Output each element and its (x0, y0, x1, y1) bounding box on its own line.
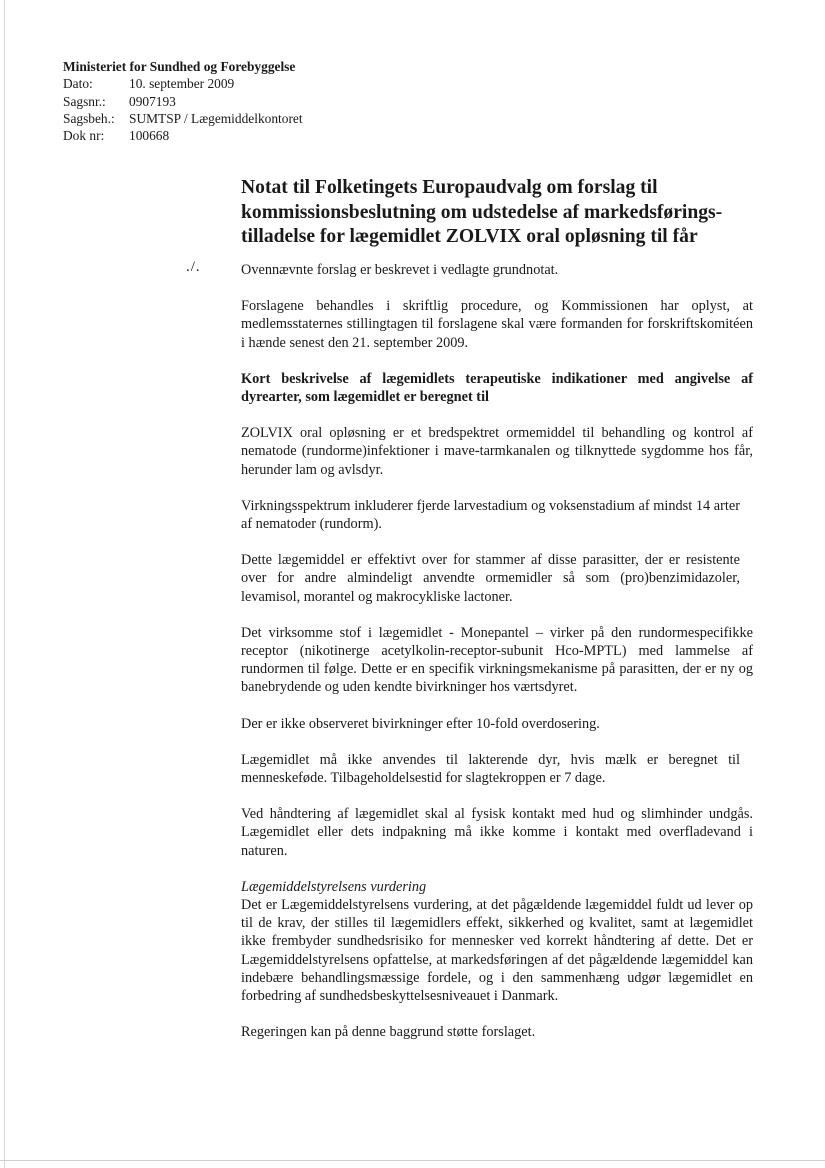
body-paragraph: ZOLVIX oral opløsning er et bredspektret ormemiddel til behandling og kontrol af nematode (rundorme)infektioner i mave-tarmkanalen og tilknyttede sygdomme hos får, herunder lam og avlsdyr. (241, 425, 753, 478)
scan-edge-bottom (0, 1160, 825, 1161)
body-paragraph: Der er ikke observeret bivirkninger efter 10-fold overdosering. (241, 715, 600, 732)
meta-value: 10. september 2009 (129, 76, 235, 92)
intro-paragraph: Forslagene behandles i skriftlig procedure, og Kommissionen har oplyst, at medlemsstaternes stillingtagen til forslagene skal være formanden for forskriftskomitéen i hænde senest den 21. september 2009. (241, 298, 753, 351)
meta-label: Dok nr: (63, 128, 105, 144)
meta-value: 0907193 (129, 93, 176, 109)
meta-row-case-handler (63, 110, 303, 127)
meta-row-case-number (63, 93, 303, 110)
meta-row-date (63, 75, 303, 92)
assessment-paragraph: Det er Lægemiddelstyrelsens vurdering, at det pågældende lægemiddel fuldt ud lever op til de krav, der stilles til lægemidlers effekt, sikkerhed og kvalitet, samt at lægemidlet ikke frembyder sundhedsrisiko for mennesker ved korrekt håndtering af dette. Det er Lægemiddelstyrelsens opfattelse, at markedsføringen af det pågældende lægemiddel kan indebære behandlingsmæssige fordele, og i den sammenhæng udgør lægemidlet en forbedring af sundhedsbeskyttelsesniveauet i Danmark. (241, 897, 753, 1005)
scan-edge-left (4, 0, 5, 1168)
body-paragraph: Dette lægemiddel er effektivt over for stammer af disse parasitter, der er resistente over for andre almindeligt anvendte ormemidler så som (pro)benzimidazoler, levamisol, morantel og makrocykliske lactoner. (241, 552, 740, 605)
ministry-name: Ministeriet for Sundhed og Forebyggelse (63, 59, 296, 74)
body-paragraph: Virkningsspektrum inkluderer fjerde larvestadium og voksenstadium af mindst 14 arter af nematoder (rundorm). (241, 497, 740, 533)
body-paragraph: Det virksomme stof i lægemidlet - Monepantel – virker på den rundormespecifikke receptor (nikotinerge acetylkolin-receptor-subunit Hco-MPTL) med lammelse af rundormen til følge. Dette er en specifik virkningsmekanisme på parasitten, der er ny og banebrydende og uden kendte bivirkninger hos værtsdyret. (241, 624, 753, 696)
enclosure-marker: ./. (186, 259, 201, 275)
meta-value: 100668 (129, 128, 170, 144)
section-heading: Kort beskrivelse af lægemidlets terapeutiske indikationer med angivelse af dyrearter, som lægemidlet er beregnet til (241, 370, 753, 406)
body-paragraph: Lægemidlet må ikke anvendes til lakterende dyr, hvis mælk er beregnet til menneskeføde. Tilbageholdelsestid for slagtekroppen er 7 dage. (241, 751, 740, 787)
assessment-heading: Lægemiddelstyrelsens vurdering (241, 878, 427, 895)
document-header (63, 58, 303, 144)
meta-value: SUMTSP / Lægemiddelkontoret (129, 110, 303, 126)
document-title: Notat til Folketingets Europaudvalg om forslag til kommissionsbeslutning om udstedelse af markedsførings-tilladelse for lægemidlet ZOLVIX oral opløsning til får (241, 177, 723, 247)
meta-row-document-number (63, 127, 303, 144)
intro-paragraph: Ovennævnte forslag er beskrevet i vedlagte grundnotat. (241, 262, 559, 278)
meta-label: Sagsnr.: (63, 93, 106, 109)
conclusion-paragraph: Regeringen kan på denne baggrund støtte forslaget. (241, 1024, 536, 1041)
document-body (241, 261, 753, 1060)
body-paragraph: Ved håndtering af lægemidlet skal al fysisk kontakt med hud og slimhinder undgås. Lægemidlet eller dets indpakning må ikke komme i kontakt med overfladevand i naturen. (241, 806, 753, 859)
meta-label: Dato: (63, 76, 93, 92)
meta-label: Sagsbeh.: (63, 110, 115, 126)
